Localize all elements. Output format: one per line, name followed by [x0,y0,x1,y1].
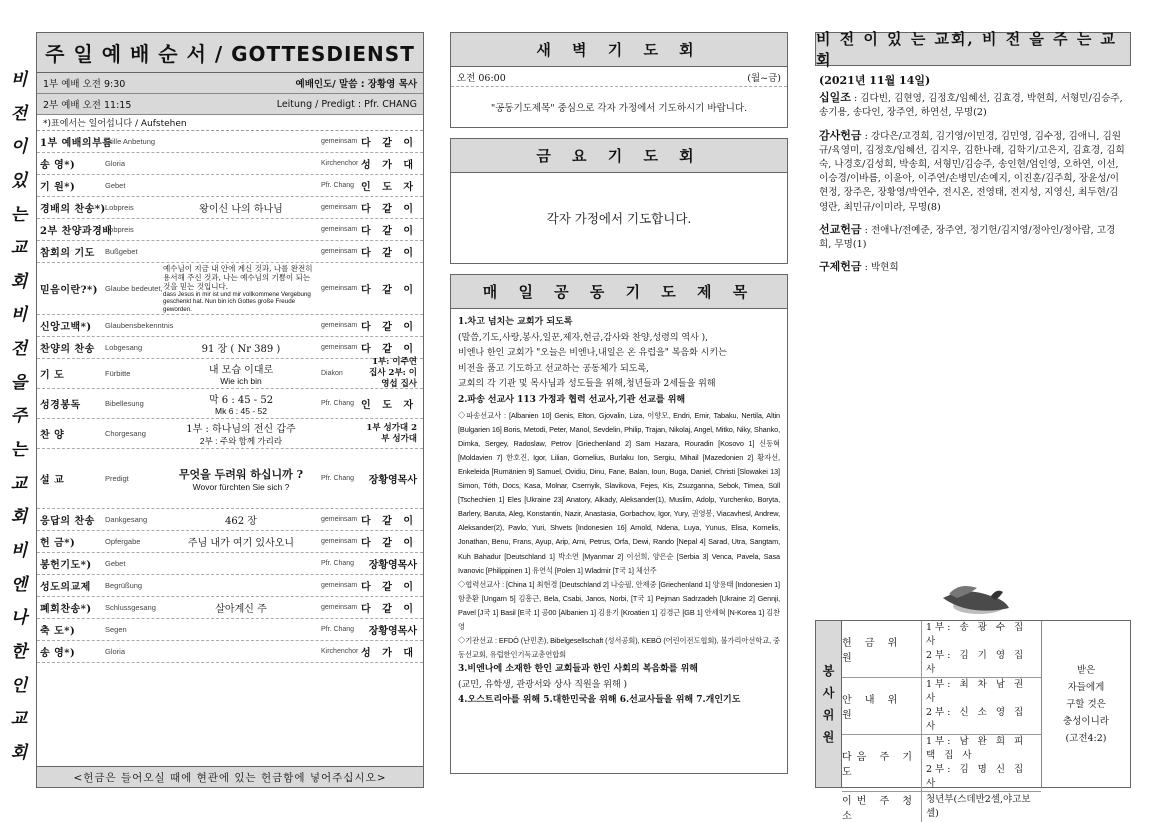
order-item-ko: 찬양의 찬송 [40,344,95,355]
prayer-column [450,32,788,774]
order-row [37,175,423,197]
order-item-content [161,315,321,336]
offering-sep: : [861,224,871,236]
order-item-content [161,509,321,530]
dawn-days: (월~금) [747,72,781,84]
order-item-ko: 기 원*) [40,182,76,193]
order-item-ko: 송 영*) [40,648,76,659]
order-item-content [161,575,321,596]
order-leader-de: Pfr. Chang [321,182,355,189]
order-item-ko: 신앙고백*) [40,322,92,333]
prayer-item: 교회의 각 기관 및 목사님과 성도들을 위해,청년들과 2세들을 위해 [458,379,716,390]
order-item-ko: 헌 금*) [40,538,76,549]
offering-names: 강다은/고경희, 김기영/이민경, 김민영, 김수정, 김애니, 김원규/육영미, 김정호/임혜선, 김지우, 김한나래, 김학기/고은지, 김효경, 김희숙, 나경호/김성희, 박송희, 서형민/김승주, 송인현/엄인영, 오하연, 이선, 이승경/이바름, 이윤아, 이주연/손병민/손예지, 이진훈/김주희, 장윤성/이현정, 장주은, 장황영/박연수, 전시온, 전영태, 전지성, 지영신, 최두현/김영란, 최민규/이미라, 무명(8) [819,130,1125,213]
order-item-content [161,389,321,418]
order-row [37,449,423,509]
order-leader-ko: 다 같 이 [361,344,417,355]
order-item-ko: 찬 양 [40,430,65,441]
order-item-ko: 경배의 찬송*) [40,204,106,215]
order-item-de: Lobgesang [105,343,143,352]
side-char: 있 [10,170,28,191]
order-leader-ko: 다 같 이 [361,322,417,333]
worship-order-panel [36,32,424,788]
order-row [37,531,423,553]
content-line-2: dass Jesus in mir ist und mir vollkommene Vergebung geschenkt hat. Nun bin ich Gottes große Freude geworden. [163,290,311,313]
order-item-ko: 1부 예배의부름 [40,138,113,149]
order-row [37,197,423,219]
order-leader-ko: 인 도 자 [361,182,417,193]
order-leader-de [321,419,363,448]
order-row [37,131,423,153]
prayer-item: ◇협력선교사 : [China 1] 최현경 [Deutschland 2] 나승필, 안제중 [Griechenland 1] 양용태 [Indonesien 1] 함춘환 [Ungarn 5] 김흥근, Bela, Csabi, Janos, Norbi, [T국 1] Pejman Sadrzadeh [Ukraine 2] Gennji, Pavel [J국 1] Basil [E국 1] 공00 [Albanien 1] 김용기 [Kroatien 1] 김경근 [GB 1] 안세혁 [N-Korea 1] 김찬영 [458,579,780,631]
order-item-de: Glaube bedeutet, [105,284,163,293]
order-leader-ko: 성 가 대 [361,648,417,659]
side-char: 이 [10,137,28,158]
service-1-leader: 예배인도/ 말씀 : 장황영 목사 [295,79,417,90]
order-leader-ko: 다 같 이 [361,516,417,527]
order-leader-ko: 1부 성가대 2부 성가대 [366,422,417,444]
prayer-item: ◇기관선교 : EFDÖ (난민촌), Bibelgesellschaft (성서공회), KEBÖ (어린이전도협회), 불가리아선학교, 중동선교회, 유럽한인기독교총연합회 [458,636,780,660]
quote-line: 받은 [1076,664,1096,676]
order-item-content [161,197,321,218]
quote-line: (고전4:2) [1065,732,1107,744]
side-char: 교 [10,473,28,494]
friday-prayer-text: 각자 가정에서 기도합니다. [546,211,692,226]
order-leader-de: gemeinsam [321,204,358,211]
content-line-2: Mk 6 : 45 - 52 [215,406,267,416]
order-item-ko: 봉헌기도*) [40,560,92,571]
order-item-de: Chorgesang [105,429,146,438]
order-leader-ko: 다 같 이 [361,285,417,296]
daily-prayer-title: 매 일 공 동 기 도 제 목 [451,275,787,309]
order-leader-ko: 장황영목사 [368,475,417,486]
committee-members [922,735,1041,791]
order-row [37,315,423,337]
side-char: 전 [10,339,28,360]
offering-list [815,66,1131,291]
dawn-prayer-title: 새 벽 기 도 회 [451,33,787,67]
offering-sep: : [861,130,871,142]
offering-date: (2021년 11월 14일) [819,74,931,87]
order-leader-de: Diakon [321,370,343,377]
order-item-de: Schlussgesang [105,603,156,612]
order-item-content [161,241,321,262]
order-item-ko: 설 교 [40,475,65,486]
order-leader-de: gemeinsam [321,538,358,545]
committee-row [842,792,1041,822]
order-item-content [161,131,321,152]
content-line-2: 2부 : 주와 함께 가리라 [199,436,283,446]
order-leader-de: Kirchenchor [321,648,359,655]
side-char: 교 [10,238,28,259]
order-item-content [161,359,321,388]
order-leader-ko: 인 도 자 [361,400,417,411]
content-line: 462 장 [225,516,257,527]
vertical-side-text [6,72,32,762]
content-line: 주님 내가 여기 있사오니 [187,538,295,549]
order-leader-de: gemeinsam [321,138,358,145]
order-item-de: Glaubensbekenntnis [105,321,174,330]
order-item-ko: 2부 찬양과경배 [40,226,113,237]
service-2-leader: Leitung / Predigt : Pfr. CHANG [276,98,417,110]
order-row [37,575,423,597]
quote-line: 충성이니라 [1063,715,1109,727]
order-item-de: Lobpreis [105,225,134,234]
quote-line: 구할 것은 [1066,698,1106,710]
order-item-de: Gloria [105,159,126,168]
prayer-item: (교민, 유학생, 관광서와 상사 직원을 위해 ) [458,679,628,690]
order-item-de: Dankgesang [105,515,148,524]
content-line: 1부 : 하나님의 전신 갑주 [186,424,296,435]
daily-prayer-list [451,309,787,715]
prayer-item: 2.파송 선교사 113 가정과 협력 선교사,기관 선교를 위해 [458,394,686,405]
side-char: 회 [10,507,28,528]
order-leader-ko: 성 가 대 [361,160,417,171]
order-leader-de: gemeinsam [321,516,358,523]
service-1-bar [37,73,423,94]
committee-member: 1부: 남 완 희 피 택 집 사 [926,736,1027,761]
order-row [37,337,423,359]
order-item-content [161,419,321,448]
daily-prayer-box [450,274,788,774]
offering-note: <헌금은 들어오실 때에 현관에 있는 헌금함에 넣어주십시오> [37,766,423,787]
order-item-ko: 축 도*) [40,626,76,637]
committee-role: 다음 주 기도 [842,735,922,791]
order-row [37,597,423,619]
prayer-item: (말씀,기도,사랑,봉사,일꾼,제자,헌금,감사와 찬양,성령의 역사 ), [458,332,709,343]
content-line: 왕이신 나의 하나님 [199,204,283,215]
order-item-de: Fürbitte [105,369,131,378]
service-2-time: 2부 예배 오전 11:15 [43,100,132,111]
order-item-de: Lobpreis [105,203,134,212]
committee-char: 원 [822,730,835,744]
content-line: 막 6 : 45 - 52 [208,395,274,406]
content-line: 살아계신 주 [215,604,267,615]
committee-member: 1부: 송 광 수 집 사 [926,622,1027,647]
dawn-prayer-box [450,32,788,128]
content-line: 예수님이 지금 내 안에 계신 것과, 나를 완전히 용서해 주신 것과, 나는 예수님의 기쁨이 되는 것을 믿는 것입니다. [163,263,313,291]
order-leader-ko: 다 같 이 [361,248,417,259]
order-leader-ko: 다 같 이 [361,538,417,549]
order-item-content [161,219,321,240]
committee-role: 헌 금 위 원 [842,621,922,677]
order-leader-de: gemeinsam [321,285,358,292]
order-item-de: Gebet [105,559,126,568]
bible-quote [1042,621,1130,787]
order-leader-de: Kirchenchor [321,160,359,167]
side-char: 회 [10,742,28,763]
committee-members [922,792,1041,822]
quote-line: 자들에게 [1067,681,1105,693]
quote-lines [1063,662,1109,747]
service-2-bar [37,94,423,115]
prayer-item: 3.비엔나에 소재한 한인 교회들과 한인 사회의 복음화를 위해 [458,664,698,675]
order-row [37,509,423,531]
offering-group [819,260,1127,275]
order-item-content [161,619,321,640]
order-item-content [161,175,321,196]
side-char: 엔 [10,574,28,595]
offering-names: 김다빈, 김현영, 김정호/임혜선, 김효경, 박현희, 서형민/김승주, 송기용, 송다인, 장주연, 하연선, 무명(2) [819,93,1123,119]
order-row [37,619,423,641]
side-char: 인 [10,675,28,696]
order-row [37,389,423,419]
committee-member: 청년부(스데반2셀,야고보셀) [926,794,1031,819]
offering-label: 선교헌금 [819,222,862,236]
order-leader-de: Pfr. Chang [321,560,355,567]
order-row [37,359,423,389]
order-item-de: Begrüßung [105,581,143,590]
committee-row [842,621,1041,678]
order-item-de: Segen [105,625,127,634]
order-leader-ko: 1부: 이주연 집사 2부: 이영섭 집사 [369,357,417,389]
side-char: 비 [10,70,28,90]
order-item-ko: 송 영*) [40,160,76,171]
side-char: 교 [10,709,28,730]
bird-illustration [935,572,1015,622]
prayer-item: ◇파송선교사 : [Albanien 10] Genis, Elton, Gjovalin, Liza, 이향모, Endri, Emir, Tabaku, Nertila, Altin [Bulgarien 16] Boris, Metodi, Peter, Manol, Sevdelin, Philip, Trajan, Nikolaj, Angel, Mitko, Niky, Shanko, Dimka, Sergey, Radoslaw, Petrov [Griechenland 2] Sam Hazara, Rouradin [Kosovo 1] 신동혁 [Moldavien 7] 한호진, Igor, Lilian, Gornelius, Burlaku Ion, Sergiu, Mihail [Mazedonien 2] 황자선, Enkeleida [Rumänien 9] Samuel, Ovidiu, Dinu, Fane, Balan, Ioun, Buga, Daniel, Christi [Slowakei 13] Simon, Tóth, Docs, Kasa, Molnar, Csernyik, Slavikova, Fejes, Kis, Zsuzganna, Sebok, Timea, Süll [Tschechien 1] Eles [Ukraine 23] Anatory, Alkady, Aleksander(1), Muslim, Adolp, Yurchenko, Boryta, Barlery, Baruta, Aleg, Konstantin, Nazir, Anastasia, Gorbachov, Igor, Yury, 권영봉, Viacavhesl, Andrew, Aleksander(2), Pavlo, Yuri, Shvets [Indonesien 16] Arnold, Ndena, Luya, Yunus, Elisa, Kornelis, Jonathan, Benu, Frans, Ayup, Arip, Arni, Petrus, Orfa, Dewi, Rando [Nepal 4] Sarad, Utra, Sangtam, Kuh Bahadur [Deutschland 1] 박소연 [Myanmar 2] 이선희, 양은순 [Serbia 3] Venca, Pavela, Sasa Ivanovic [Philippinen 1] 유연석 [Polen 1] Wladmir [T국 1] 체선주 [458,410,780,575]
vision-title: 비 전 이 있 는 교회, 비 전 을 주 는 교회 [815,32,1131,66]
committee-char: 사 [822,686,835,700]
worship-order-list [37,131,423,663]
side-char: 는 [10,440,28,461]
committee-role: 안 내 위 원 [842,678,922,734]
order-item-de: Predigt [105,474,129,483]
order-leader-de: gemeinsam [321,322,358,329]
offering-group [819,223,1127,252]
order-item-ko: 성도의교제 [40,582,91,593]
order-item-ko: 성경봉독 [40,400,81,411]
order-row [37,419,423,449]
offering-label: 구제헌금 [819,260,862,274]
service-committee-rows [842,621,1042,822]
order-item-de: Bibellesung [105,399,144,408]
order-leader-de: gemeinsam [321,344,358,351]
friday-prayer-title: 금 요 기 도 회 [451,139,787,173]
order-leader-de: Pfr. Chang [321,475,355,482]
order-leader-de: Pfr. Chang [321,626,355,633]
content-line: 무엇을 두려워 하십니까 ? [178,467,304,481]
order-item-ko: 폐회찬송*) [40,604,92,615]
order-row [37,219,423,241]
committee-char: 봉 [822,664,835,678]
side-char: 나 [10,608,28,629]
committee-char: 위 [822,708,835,722]
order-leader-ko: 다 같 이 [361,604,417,615]
order-item-ko: 참회의 기도 [40,248,95,259]
order-item-content [161,263,321,314]
order-leader-de: gemeinsam [321,226,358,233]
order-leader-de: gemeinsam [321,604,358,611]
order-leader-ko: 다 같 이 [361,204,417,215]
offering-label: 십일조 [819,91,851,105]
order-item-ko: 믿음이란?*) [40,285,98,296]
offering-names: 전애나/전예준, 장주연, 정기헌/김지영/정아인/정아람, 고경희, 무명(1) [819,224,1116,251]
order-row [37,263,423,315]
side-char: 을 [10,372,28,393]
order-item-content [161,641,321,662]
dawn-time: 오전 06:00 [457,72,506,84]
side-char: 회 [10,271,28,292]
order-row [37,641,423,663]
offering-group [819,129,1127,215]
order-item-de: Stille Anbetung [105,137,156,146]
vision-column [815,32,1131,291]
committee-row [842,735,1041,792]
content-line: 내 모습 이대로 [208,365,274,376]
prayer-item: 4.오스트리아를 위해 5.대한민국을 위해 6.선교사들을 위해 7.개인기도 [458,695,741,706]
order-leader-ko: 다 같 이 [361,226,417,237]
offering-sep: : [861,262,871,274]
offering-group [819,91,1127,120]
dawn-prayer-text: "공동기도제목" 중심으로 각자 가정에서 기도하시기 바랍니다. [490,103,748,114]
committee-member: 2부: 김 기 영 집 사 [926,650,1027,675]
dawn-prayer-schedule [451,67,787,87]
committee-row [842,678,1041,735]
order-leader-ko: 장황영목사 [368,626,417,637]
side-char: 전 [10,103,28,124]
order-item-content [161,531,321,552]
order-leader-de: Pfr. Chang [321,400,355,407]
content-line-2: Wovor fürchten Sie sich ? [192,481,290,492]
order-leader-ko: 다 같 이 [361,138,417,149]
order-item-content [161,597,321,618]
order-row [37,241,423,263]
order-row [37,553,423,575]
order-item-content [161,337,321,358]
prayer-item: 비엔나 한인 교회가 "오늘은 비엔나,내일은 온 유럽을" 복음화 시키는 [458,348,727,359]
side-char: 비 [10,540,28,561]
order-leader-de: gemeinsam [321,582,358,589]
prayer-item: 1.차고 넘치는 교회가 되도록 [458,317,573,327]
service-committee-table [815,620,1131,822]
committee-member: 2부: 김 명 신 집 사 [926,764,1027,789]
order-leader-de: gemeinsam [321,248,358,255]
service-1-time: 1부 예배 오전 9:30 [43,79,126,90]
order-item-de: Bußgebet [105,247,138,256]
side-char: 는 [10,204,28,225]
side-char: 비 [10,305,28,326]
order-leader-ko: 다 같 이 [361,582,417,593]
committee-members [922,678,1041,734]
friday-prayer-box [450,138,788,264]
offering-groups [819,91,1127,275]
order-item-ko: 기 도 [40,370,65,381]
order-item-ko: 응답의 찬송 [40,516,95,527]
order-item-de: Gloria [105,647,126,656]
order-item-content [161,553,321,574]
order-item-content [161,449,321,508]
committee-member: 2부: 신 소 영 집 사 [926,707,1027,732]
service-committee-label [816,621,842,787]
content-line-2: Wie ich bin [220,376,262,386]
stand-note: *)표에서는 일어섭니다 / Aufstehen [37,115,423,131]
committee-member: 1부: 최 차 남 권 사 [926,679,1027,704]
order-item-de: Opfergabe [105,537,141,546]
side-char: 한 [10,641,28,662]
order-leader-ko: 장황영목사 [368,560,417,571]
offering-label: 감사헌금 [819,128,862,142]
order-item-de: Gebet [105,181,126,190]
worship-order-title: 주 일 예 배 순 서 / GOTTESDIENST [37,33,423,73]
committee-role: 이번 주 청소 [842,792,922,822]
order-row [37,153,423,175]
offering-sep: : [850,93,861,105]
committee-members [922,621,1041,677]
order-item-content [161,153,321,174]
side-char: 주 [10,406,28,427]
content-line: 91 장 ( Nr 389 ) [201,344,281,355]
offering-names: 박현희 [870,262,899,274]
prayer-item: 비전을 품고 기도하고 선교하는 공동체가 되도록, [458,363,650,374]
